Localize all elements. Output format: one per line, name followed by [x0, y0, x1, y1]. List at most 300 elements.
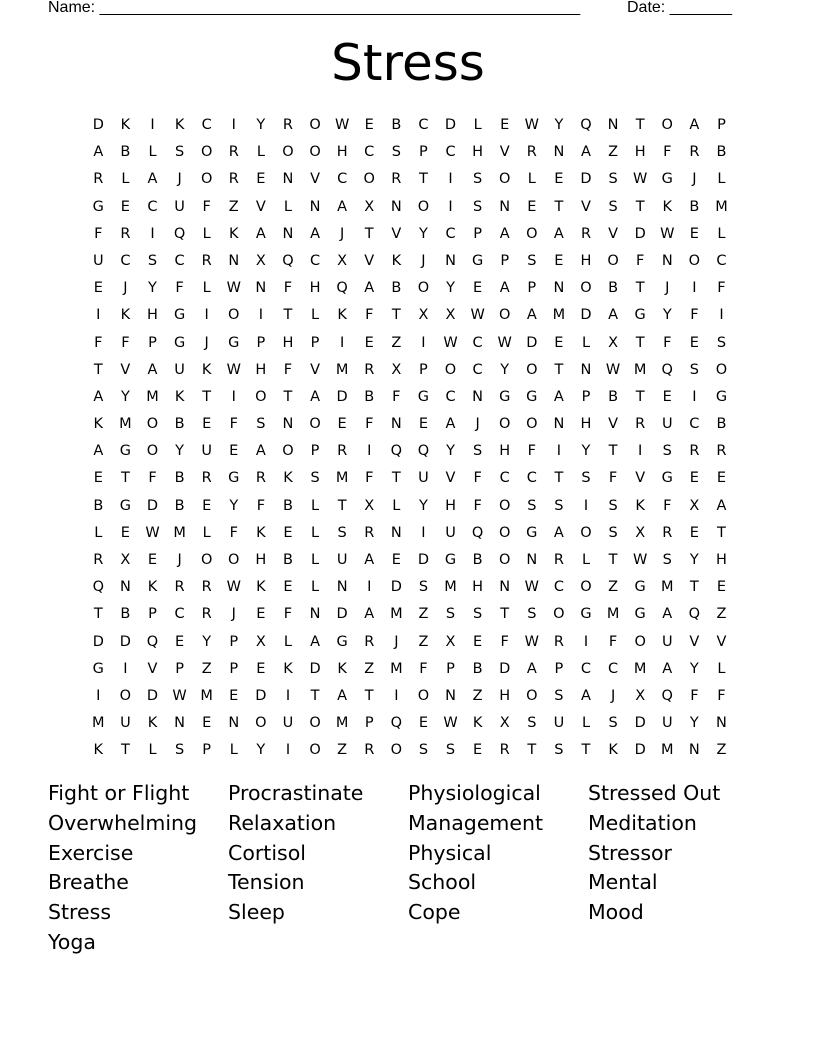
grid-letter: N — [309, 198, 321, 215]
grid-letter: R — [201, 579, 213, 596]
grid-letter: O — [228, 307, 240, 324]
grid-letter: W — [470, 307, 486, 324]
grid-letter: L — [717, 171, 726, 188]
grid-letter: E — [283, 579, 294, 596]
grid-letter: D — [119, 633, 132, 650]
grid-letter: K — [201, 361, 212, 378]
grid-letter: O — [309, 416, 322, 433]
grid-letter: E — [527, 198, 537, 215]
grid-letter: V — [445, 470, 456, 487]
grid-letter: S — [608, 715, 619, 732]
grid-letter: X — [255, 633, 267, 650]
grid-letter: Y — [446, 280, 456, 297]
grid-letter: J — [204, 334, 210, 351]
grid-letter: C — [201, 117, 213, 133]
grid-letter: K — [229, 225, 240, 242]
grid-letter: I — [421, 524, 427, 541]
grid-letter: W — [172, 687, 188, 704]
grid-letter: P — [554, 660, 564, 677]
grid-letter: X — [608, 334, 619, 351]
grid-letter: O — [661, 117, 674, 133]
grid-letter: C — [174, 252, 186, 269]
grid-letter: V — [364, 252, 375, 269]
grid-letter: G — [580, 606, 593, 623]
grid-letter: T — [391, 307, 402, 324]
grid-letter: O — [498, 171, 511, 188]
grid-letter: W — [660, 225, 675, 242]
grid-letter: E — [473, 633, 483, 650]
grid-letter: P — [419, 361, 429, 378]
grid-letter: R — [282, 117, 294, 133]
grid-letter: G — [92, 198, 105, 215]
grid-letter: Z — [391, 334, 402, 351]
name-field[interactable]: Name: ______________________________________________________ — [48, 0, 581, 16]
grid-letter: O — [715, 361, 728, 378]
grid-letter: A — [255, 443, 267, 460]
grid-letter: L — [256, 144, 266, 161]
grid-letter: Z — [337, 742, 348, 759]
grid-letter: N — [228, 715, 240, 732]
grid-letter: M — [390, 606, 404, 623]
grid-letter: I — [150, 225, 156, 242]
grid-letter: P — [446, 660, 456, 677]
grid-letter: Q — [688, 606, 701, 623]
grid-letter: U — [92, 252, 105, 269]
grid-letter: E — [364, 334, 375, 351]
grid-letter: Y — [229, 497, 239, 514]
grid-letter: A — [310, 225, 321, 242]
grid-letter: R — [174, 579, 186, 596]
grid-letter: O — [634, 633, 647, 650]
grid-letter: E — [93, 470, 104, 487]
grid-letter: A — [662, 660, 673, 677]
grid-letter: F — [229, 416, 239, 433]
grid-letter: R — [364, 361, 375, 378]
grid-letter: C — [526, 470, 538, 487]
grid-letter: A — [608, 307, 619, 324]
grid-letter: M — [715, 198, 729, 215]
grid-letter: K — [662, 198, 673, 215]
grid-letter: R — [635, 416, 646, 433]
grid-letter: X — [635, 687, 646, 704]
grid-letter: T — [120, 470, 131, 487]
grid-letter: R — [93, 171, 104, 188]
grid-letter: O — [417, 280, 430, 297]
grid-letter: F — [283, 280, 293, 297]
grid-letter: T — [364, 225, 375, 242]
grid-letter: B — [93, 497, 104, 514]
grid-letter: T — [202, 388, 212, 405]
grid-letter: E — [256, 660, 266, 677]
grid-letter: S — [662, 443, 673, 460]
grid-letter: S — [473, 606, 483, 623]
grid-letter: E — [174, 633, 185, 650]
grid-letter: X — [445, 307, 456, 324]
date-field[interactable]: Date: _______ — [627, 0, 732, 16]
grid-letter: N — [580, 361, 592, 378]
grid-letter: J — [123, 280, 129, 297]
grid-letter: U — [201, 443, 213, 460]
grid-letter: F — [392, 388, 401, 405]
grid-letter: R — [201, 252, 213, 269]
grid-letter: L — [202, 225, 212, 242]
grid-letter: K — [256, 579, 267, 596]
grid-letter: D — [499, 660, 511, 677]
grid-letter: C — [445, 388, 457, 405]
grid-letter: H — [499, 687, 511, 704]
grid-letter: S — [527, 606, 537, 623]
grid-letter: F — [283, 361, 293, 378]
grid-letter: K — [120, 117, 131, 133]
grid-letter: H — [580, 252, 592, 269]
grid-letter: E — [473, 280, 483, 297]
grid-letter: X — [255, 252, 267, 269]
grid-letter: P — [581, 388, 591, 405]
grid-letter: C — [553, 579, 565, 596]
grid-letter: N — [390, 416, 403, 433]
grid-letter: A — [93, 443, 104, 460]
grid-letter: O — [498, 524, 511, 541]
grid-letter: Z — [418, 606, 429, 623]
grid-letter: B — [174, 416, 186, 433]
grid-letter: T — [337, 497, 348, 514]
grid-letter: D — [634, 742, 647, 759]
grid-letter: Y — [202, 633, 212, 650]
grid-letter: Y — [418, 497, 429, 514]
grid-letter: I — [448, 171, 454, 188]
grid-letter: B — [716, 144, 727, 161]
grid-letter: G — [715, 388, 728, 405]
grid-letter: C — [445, 144, 457, 161]
grid-letter: D — [146, 497, 159, 514]
grid-letter: N — [688, 742, 701, 759]
grid-letter: J — [475, 416, 481, 433]
grid-letter: D — [580, 307, 593, 324]
grid-letter: I — [583, 497, 589, 514]
grid-letter: N — [553, 144, 565, 161]
grid-row — [85, 438, 735, 465]
grid-letter: F — [690, 687, 700, 704]
grid-letter: A — [310, 633, 321, 650]
word-list-item: Stressor — [588, 840, 672, 865]
grid-row — [85, 737, 735, 764]
grid-letter: E — [554, 171, 564, 188]
word-list-item: Physical — [408, 840, 492, 865]
grid-letter: L — [148, 144, 158, 161]
grid-letter: J — [665, 280, 670, 297]
grid-letter: A — [310, 388, 321, 405]
grid-letter: L — [202, 524, 212, 541]
grid-letter: T — [689, 579, 700, 596]
word-list-item: Stress — [48, 900, 112, 925]
grid-letter: T — [635, 198, 646, 215]
grid-letter: L — [283, 198, 293, 215]
word-list-item: Procrastinate — [228, 781, 364, 805]
grid-letter: F — [717, 280, 727, 297]
grid-letter: F — [717, 687, 727, 704]
grid-letter: M — [335, 361, 349, 378]
grid-letter: J — [394, 633, 399, 650]
grid-letter: G — [173, 334, 186, 351]
grid-letter: J — [231, 606, 237, 623]
grid-letter: D — [336, 606, 349, 623]
grid-letter: F — [419, 660, 429, 677]
grid-letter: W — [145, 524, 161, 541]
grid-letter: R — [526, 144, 538, 161]
grid-letter: O — [580, 579, 593, 596]
grid-letter: G — [661, 470, 674, 487]
grid-letter: Z — [716, 742, 727, 759]
grid-letter: E — [554, 252, 564, 269]
grid-letter: O — [200, 171, 213, 188]
grid-letter: L — [311, 579, 320, 596]
grid-letter: G — [526, 388, 538, 405]
grid-letter: F — [636, 252, 645, 269]
grid-letter: G — [417, 388, 430, 405]
grid-letter: W — [443, 334, 459, 351]
grid-letter: F — [690, 307, 700, 324]
grid-letter: X — [499, 715, 511, 732]
grid-row — [85, 275, 735, 302]
grid-letter: S — [445, 606, 456, 623]
grid-letter: F — [121, 334, 131, 351]
grid-letter: T — [554, 361, 564, 378]
grid-letter: E — [500, 117, 510, 133]
grid-letter: H — [472, 579, 484, 596]
grid-letter: I — [258, 307, 264, 324]
grid-letter: Q — [661, 361, 674, 378]
grid-letter: H — [309, 280, 321, 297]
grid-letter: E — [256, 606, 266, 623]
grid-letter: L — [473, 117, 483, 133]
grid-letter: M — [200, 687, 214, 704]
grid-letter: O — [498, 497, 511, 514]
grid-letter: B — [174, 497, 186, 514]
word-list-item: Breathe — [48, 870, 129, 895]
grid-row — [85, 683, 735, 710]
grid-letter: T — [364, 687, 375, 704]
grid-letter: C — [716, 252, 728, 269]
grid-letter: O — [553, 606, 566, 623]
grid-letter: F — [202, 198, 212, 215]
grid-letter: O — [498, 416, 511, 433]
grid-letter: R — [364, 633, 375, 650]
grid-letter: I — [692, 388, 697, 405]
grid-letter: G — [634, 307, 647, 324]
grid-letter: W — [524, 633, 540, 650]
grid-letter: U — [553, 715, 565, 732]
grid-letter: V — [716, 633, 727, 650]
grid-letter: F — [608, 633, 618, 650]
grid-letter: Y — [662, 307, 673, 324]
grid-letter: R — [201, 606, 213, 623]
grid-letter: E — [120, 198, 131, 215]
grid-letter: P — [256, 334, 266, 351]
grid-letter: N — [445, 687, 457, 704]
grid-letter: O — [255, 715, 268, 732]
grid-letter: E — [473, 742, 483, 759]
grid-letter: O — [282, 144, 295, 161]
grid-letter: O — [309, 117, 322, 133]
grid-letter: Z — [418, 633, 429, 650]
grid-letter: S — [418, 579, 429, 596]
grid-letter: P — [229, 633, 239, 650]
grid-row — [85, 465, 735, 492]
grid-letter: H — [255, 552, 267, 568]
word-list-item: Exercise — [48, 840, 134, 865]
grid-letter: G — [499, 388, 511, 405]
word-list-item: Yoga — [48, 929, 96, 954]
grid-letter: S — [256, 416, 266, 433]
grid-letter: I — [231, 117, 237, 133]
grid-letter: N — [716, 715, 728, 732]
grid-letter: T — [608, 443, 618, 460]
grid-letter: R — [93, 552, 104, 568]
grid-letter: L — [311, 307, 320, 324]
grid-letter: C — [364, 144, 375, 161]
grid-letter: S — [527, 497, 537, 514]
grid-row — [85, 248, 735, 275]
grid-letter: K — [147, 715, 158, 732]
grid-letter: X — [445, 633, 456, 650]
grid-letter: Z — [608, 144, 619, 161]
grid-letter: C — [147, 198, 159, 215]
grid-letter: Y — [256, 742, 266, 759]
grid-letter: A — [255, 225, 267, 242]
grid-letter: Q — [282, 252, 295, 269]
grid-letter: U — [282, 715, 294, 732]
grid-letter: L — [527, 171, 537, 188]
grid-letter: L — [311, 552, 320, 568]
grid-letter: E — [283, 524, 294, 541]
grid-letter: T — [283, 307, 293, 324]
grid-letter: B — [472, 552, 484, 568]
grid-letter: Q — [390, 443, 403, 460]
grid-letter: J — [421, 252, 427, 269]
grid-letter: I — [394, 687, 399, 704]
grid-letter: R — [689, 144, 700, 161]
grid-letter: K — [337, 660, 348, 677]
grid-letter: O — [444, 361, 457, 378]
word-list-item: Tension — [228, 870, 305, 895]
grid-letter: T — [527, 742, 537, 759]
grid-letter: V — [310, 361, 321, 378]
grid-letter: T — [635, 334, 646, 351]
grid-letter: R — [391, 171, 402, 188]
grid-letter: S — [174, 144, 185, 161]
grid-letter: P — [527, 280, 537, 297]
grid-letter: K — [93, 742, 104, 759]
grid-letter: C — [580, 660, 592, 677]
grid-letter: A — [499, 225, 511, 242]
grid-letter: Z — [364, 660, 375, 677]
grid-letter: F — [94, 334, 103, 351]
grid-letter: E — [256, 171, 266, 188]
grid-letter: S — [527, 252, 537, 269]
grid-letter: N — [661, 252, 674, 269]
grid-letter: E — [202, 497, 212, 514]
grid-letter: B — [608, 280, 619, 297]
grid-letter: J — [177, 552, 183, 568]
grid-letter: P — [473, 225, 483, 242]
grid-letter: U — [418, 470, 430, 487]
grid-letter: R — [364, 524, 375, 541]
grid-letter: O — [580, 524, 593, 541]
grid-letter: X — [337, 252, 348, 269]
grid-letter: H — [147, 307, 159, 324]
grid-letter: F — [663, 334, 672, 351]
grid-letter: F — [663, 144, 672, 161]
grid-letter: W — [226, 280, 242, 297]
grid-letter: O — [526, 361, 538, 378]
grid-row — [85, 629, 735, 656]
grid-letter: A — [526, 307, 538, 324]
grid-letter: S — [391, 144, 402, 161]
grid-letter: P — [364, 715, 375, 732]
grid-letter: E — [337, 416, 348, 433]
grid-letter: P — [202, 742, 212, 759]
grid-letter: E — [689, 225, 700, 242]
grid-letter: U — [174, 361, 186, 378]
grid-letter: F — [365, 470, 374, 487]
grid-letter: D — [92, 633, 105, 650]
grid-letter: B — [608, 388, 619, 405]
grid-letter: V — [147, 660, 158, 677]
grid-letter: C — [445, 225, 457, 242]
grid-letter: K — [120, 307, 131, 324]
grid-letter: O — [146, 443, 159, 460]
grid-letter: Y — [446, 443, 456, 460]
grid-letter: D — [444, 117, 457, 133]
grid-row — [85, 601, 735, 628]
grid-letter: A — [662, 606, 673, 623]
grid-letter: H — [472, 144, 484, 161]
grid-row — [85, 194, 735, 221]
grid-letter: B — [282, 552, 294, 568]
grid-letter: E — [689, 470, 700, 487]
grid-letter: A — [364, 606, 375, 623]
grid-letter: A — [581, 687, 592, 704]
grid-letter: M — [633, 361, 647, 378]
grid-letter: O — [255, 388, 268, 405]
grid-letter: P — [310, 334, 320, 351]
grid-letter: A — [337, 198, 348, 215]
grid-letter: S — [473, 443, 483, 460]
grid-letter: C — [499, 470, 511, 487]
grid-letter: O — [200, 144, 213, 161]
grid-letter: Y — [689, 715, 700, 732]
grid-letter: F — [473, 470, 483, 487]
grid-letter: M — [335, 470, 349, 487]
grid-letter: Y — [148, 280, 158, 297]
word-list-item: Stressed Out — [588, 781, 721, 805]
grid-letter: G — [92, 660, 105, 677]
grid-row — [85, 112, 735, 139]
grid-letter: A — [526, 660, 538, 677]
grid-letter: I — [583, 633, 589, 650]
grid-letter: P — [148, 334, 158, 351]
grid-letter: M — [173, 524, 187, 541]
grid-letter: E — [202, 416, 212, 433]
grid-letter: N — [309, 606, 321, 623]
grid-letter: A — [147, 361, 158, 378]
grid-letter: O — [119, 687, 132, 704]
grid-letter: E — [554, 334, 564, 351]
grid-letter: W — [226, 579, 242, 596]
grid-letter: T — [93, 606, 104, 623]
grid-letter: K — [93, 416, 104, 433]
grid-letter: O — [282, 443, 295, 460]
